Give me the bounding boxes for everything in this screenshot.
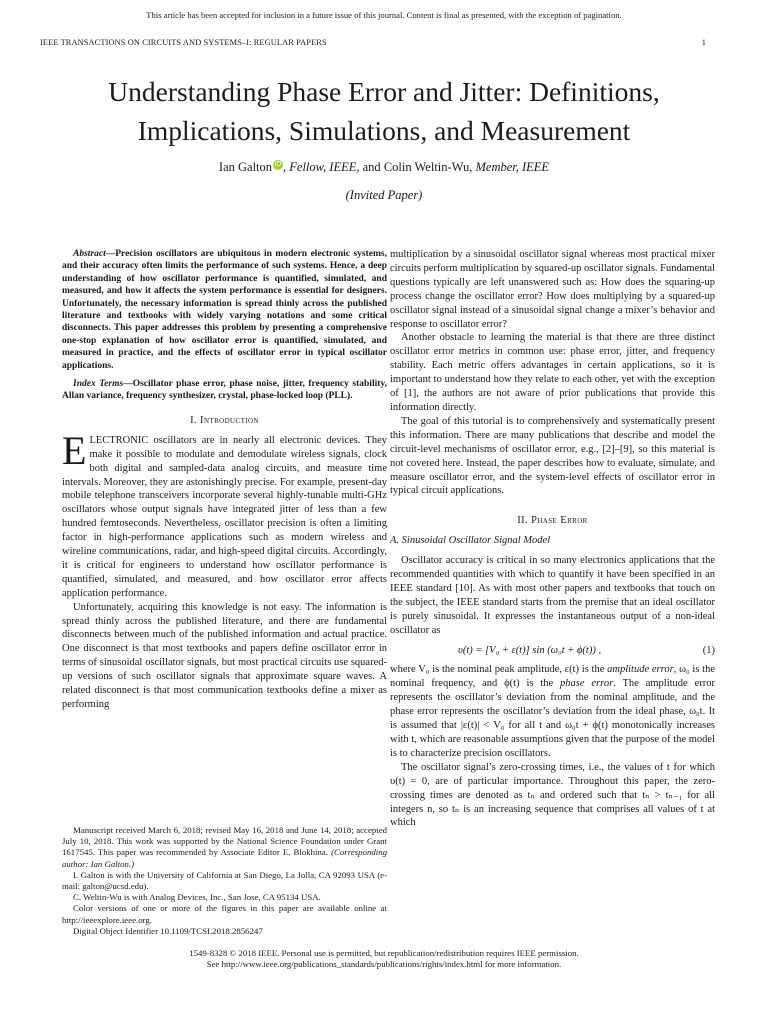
phase-paragraph-2-c: . The amplitude error represents the oscillator’s deviation from the nominal amplitude, and the phase error represents the oscillator’s deviation from the ideal phase, ω₀t. It is assumed that |ε(t)| < V₀ for all t and ω₀t + ϕ(t) monotonically increases with t, which are reasonable assumptions given that the purpose of the model is to characterize precision oscillators. [390, 678, 715, 759]
equation-1-body: υ(t) = [V₀ + ε(t)] sin (ω₀t + ϕ(t)) , [458, 644, 602, 656]
footnote-doi: Digital Object Identifier 10.1109/TCSI.2018.2856247 [73, 925, 263, 936]
author-conjunction: , and [356, 160, 384, 174]
index-terms-text: Oscillator phase error, phase noise, jitter, frequency stability, Allan variance, frequency synthesizer, crystal, phase-locked loop (PLL). [62, 379, 387, 402]
term-phase-error: phase error [560, 678, 614, 690]
right-column [390, 248, 715, 830]
abstract: Abstract—Precision oscillators are ubiquitous in modern electronic systems, and their accuracy often limits the performance of such systems. Hence, a deep understanding of how oscillator performance is quantified, simulated, and measured, and how it affects the system performance is essential for designers. Unfortunately, the necessary information is spread thinly across the published literature and textbooks with widely varying notations and some critical disconnects. This paper addresses this problem by presenting a comprehensive one-stop explanation of how oscillator error is quantified, simulated, and measured in practice, and the effects of oscillator error in typical oscillator applications. [62, 249, 387, 371]
left-column [62, 248, 387, 712]
phase-paragraph-2-a: where V₀ is the nominal peak amplitude, ε(t) is the [390, 664, 608, 676]
paper-title [40, 72, 728, 150]
section-1-title: Introduction [200, 414, 259, 426]
title-line-1: Understanding Phase Error and Jitter: Definitions, [108, 76, 660, 107]
right-paragraph-2: Another obstacle to learning the material is that there are three distinct oscillator error metrics in common use: phase error, jitter, and frequency stability. Each metric offers advantages in certain applications, so it is important to understand how they relate to each other, yet with the exception of [1], the authors are not aware of prior publications that provide this information directly. [390, 332, 715, 413]
drop-cap: E [62, 427, 87, 473]
footnote-manuscript-text: Manuscript received March 6, 2018; revised May 16, 2018 and June 14, 2018; accepted July 10, 2018. This work was supported by the National Science Foundation under Grant 1617545. This paper was recommended by Associate Editor E. Blokhina. [62, 825, 387, 858]
title-line-2: Implications, Simulations, and Measurement [137, 115, 631, 146]
invited-label: (Invited Paper) [345, 188, 423, 202]
phase-paragraph-2 [390, 663, 715, 760]
corresponding-author: (Corresponding author: Ian Galton.) [62, 847, 387, 869]
author-2-name: Colin Weltin-Wu [383, 160, 470, 174]
section-2-number: II. [517, 515, 529, 527]
section-1-number: I. [190, 414, 198, 426]
abstract-text: Precision oscillators are ubiquitous in modern electronic systems, and their accuracy often limits the performance of such systems. Hence, a deep understanding of how oscillator performance is quantified, simulated, and measured, and how it affects the system performance is essential for designers. Unfortunately, the necessary information is spread thinly across the published literature and textbooks with widely varying notations and some critical disconnects. This paper addresses this problem by presenting a comprehensive one-stop explanation of how oscillator error is quantified, simulated, and measured in practice, and the effects of oscillator error in typical oscillator applications. [62, 249, 387, 371]
footnote-manuscript [62, 825, 387, 870]
footnotes [62, 825, 387, 937]
orcid-icon[interactable]: iD [274, 161, 282, 168]
permissions-line: See http://www.ieee.org/publications_standards/publications/rights/index.html for more information. [206, 959, 562, 970]
journal-name: IEEE TRANSACTIONS ON CIRCUITS AND SYSTEMS–I: REGULAR PAPERS [40, 38, 327, 47]
running-head [40, 38, 706, 47]
right-paragraph-3: The goal of this tutorial is to comprehensively and systematically present this information. There are many publications that describe and model the circuit-level mechanisms of oscillator error, e.g., [2]–[9], so this material is not covered here. Instead, the paper describes how to evaluate, simulate, and measure oscillator error, and the system-level effects of oscillator error in typical circuit applications. [390, 415, 715, 497]
section-2-heading [390, 514, 715, 528]
phase-paragraph-2-b: , ω₀ is the nominal frequency, and ϕ(t) is the [390, 664, 715, 690]
phase-paragraph-1: Oscillator accuracy is critical in so many electronics applications that the recommended quantities with which to quantify it have been specified in an IEEE standard [10]. As with most other papers and textbooks that touch on the subject, the IEEE standard starts from the premise that an ideal oscillator is purely sinusoidal. It expresses the instantaneous output of a non-ideal oscillator as [390, 555, 715, 636]
index-terms: Index Terms—Oscillator phase error, phase noise, jitter, frequency stability, Allan variance, frequency synthesizer, crystal, phase-locked loop (PLL). [62, 379, 387, 402]
equation-1-number: (1) [702, 644, 715, 656]
author-2-role: Member, IEEE [475, 160, 550, 174]
abstract-label: Abstract [73, 249, 106, 259]
footnote-galton: I. Galton is with the University of California at San Diego, La Jolla, CA 92093 USA (e-mail: galton@ucsd.edu). [62, 869, 387, 892]
author-1-role: Fellow, IEEE [289, 160, 357, 174]
index-terms-label: Index Terms [73, 379, 124, 390]
equation-1 [390, 644, 715, 658]
page-number: 1 [701, 38, 706, 47]
section-2-title: Phase Error [531, 515, 588, 527]
intro-paragraph-1 [62, 427, 387, 601]
phase-paragraph-3: The oscillator signal’s zero-crossing times, i.e., the values of t for which υ(t) = 0, are of particular importance. Throughout this paper, the zero-crossing times are denoted as tₙ and ordered such that tₙ > tₙ₋₁ for all integers n, so tₙ is an increasing sequence that comprises all values of t at which [390, 761, 715, 829]
copyright-line: 1549-8328 © 2018 IEEE. Personal use is permitted, but republication/redistribution requires IEEE permission. [189, 948, 579, 958]
term-amplitude-error: amplitude error [607, 664, 674, 676]
footnote-color: Color versions of one or more of the figures in this paper are available online at http://ieeexplore.ieee.org. [62, 903, 387, 925]
intro-paragraph-2: Unfortunately, acquiring this knowledge is not easy. The information is spread thinly across the published literature, and there are fundamental disconnects between much of the published information and actual practice. One disconnect is that most textbooks and papers define oscillator error in terms of sinusoidal oscillator signals, but most practical circuits use squared-up versions of such oscillator signals that approximate square waves. A related disconnect is that most communication textbooks define a mixer as performing [62, 601, 387, 710]
subsection-heading: A. Sinusoidal Oscillator Signal Model [390, 535, 551, 547]
acceptance-notice: This article has been accepted for inclusion in a future issue of this journal. Content is final as presented, with the exception of pagination. [146, 10, 622, 20]
intro-paragraph-1-text: LECTRONIC oscillators are in nearly all electronic devices. They make it possible to modulate and demodulate wireless signals, clock both digital and sampled-data analog circuits, and measure time intervals. Moreover, they are astonishingly precise. For example, present-day mobile telephone transceivers incorporate several highly-tunable multi-GHz oscillators whose output signals have integrated jitter of less than a few hundred femtoseconds. Nevertheless, oscillator precision is often a limiting factor in high-performance applications such as modern wireless and wireline communications, radar, and high-speed digital circuits. Accordingly, it is critical for engineers to understand how oscillator performance is quantified, simulated, and measured, and how oscillator error affects application performance. [62, 434, 387, 599]
author-1-name: Ian Galton [218, 160, 273, 174]
footnote-weltin-wu: C. Weltin-Wu is with Analog Devices, Inc., San Jose, CA 95134 USA. [73, 892, 321, 903]
author-line: Ian Galton iD , Fellow, IEEE, and Colin Weltin-Wu, Member, IEEE [218, 160, 550, 174]
right-paragraph-1: multiplication by a sinusoidal oscillator signal whereas most practical mixer circuits perform multiplication by squared-up oscillator signals. Fundamental questions typically are left unanswered such as: How does the squaring-up process change the oscillator error? How does multiplying by a squared-up oscillator signal instead of a sinusoidal signal change a mixer’s behavior and response to oscillator error? [390, 249, 715, 330]
section-1-heading [62, 414, 387, 428]
copyright-footer [0, 948, 768, 971]
